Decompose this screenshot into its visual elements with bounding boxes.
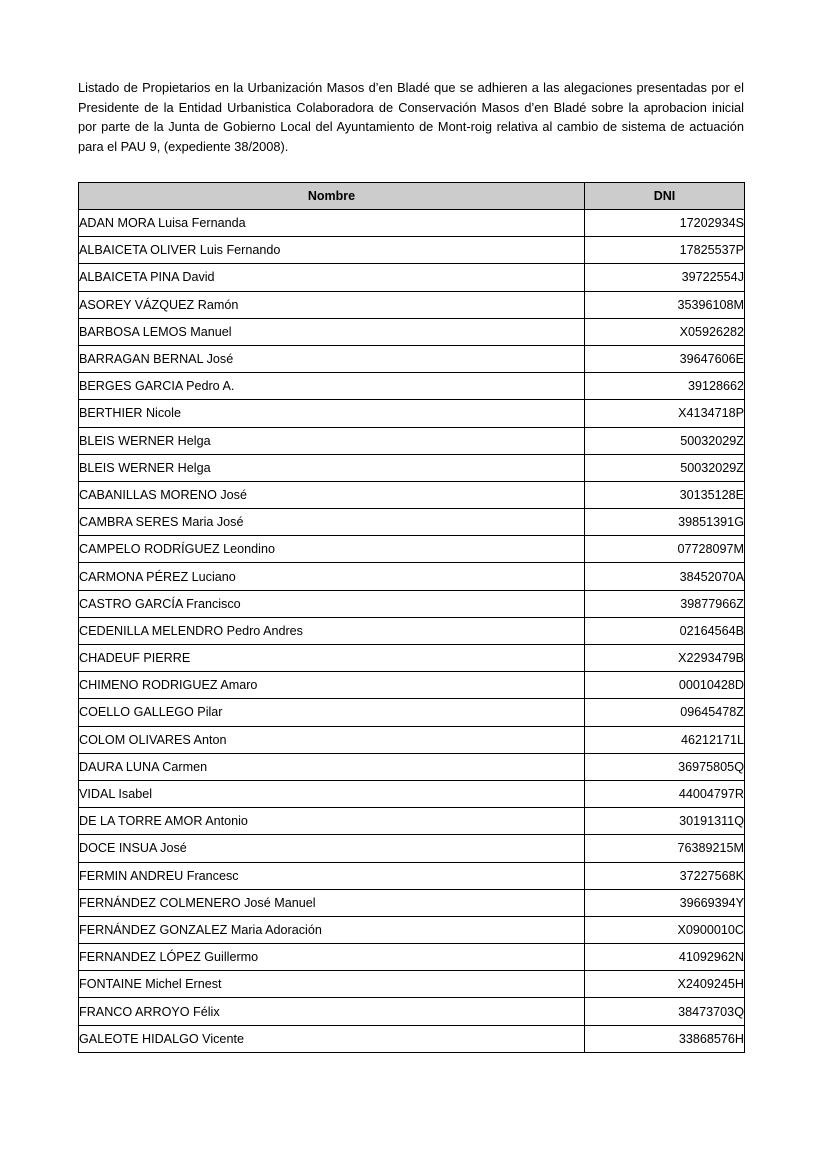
- cell-dni: X05926282: [585, 318, 745, 345]
- cell-dni: 38473703Q: [585, 998, 745, 1025]
- cell-dni: 17202934S: [585, 210, 745, 237]
- cell-nombre: CHADEUF PIERRE: [79, 645, 585, 672]
- table-row: [79, 998, 745, 1025]
- intro-paragraph: Listado de Propietarios en la Urbanización Masos d’en Bladé que se adhieren a las alegaciones presentadas por el Presidente de la Entidad Urbanistica Colaboradora de Conservación Masos d’en Bladé sobre la aprobacion inicial por parte de la Junta de Gobierno Local del Ayuntamiento de Mont-roig relativa al cambio de sistema de actuación para el PAU 9, (expediente 38/2008).: [78, 80, 744, 154]
- cell-nombre: COELLO GALLEGO Pilar: [79, 699, 585, 726]
- table-row: [79, 345, 745, 372]
- column-header-nombre: Nombre: [79, 183, 585, 210]
- cell-dni: 36975805Q: [585, 753, 745, 780]
- cell-nombre: DOCE INSUA José: [79, 835, 585, 862]
- cell-dni: 17825537P: [585, 237, 745, 264]
- cell-dni: 38452070A: [585, 563, 745, 590]
- cell-dni: 39877966Z: [585, 590, 745, 617]
- table-row: [79, 237, 745, 264]
- table-row: [79, 971, 745, 998]
- cell-dni: 50032029Z: [585, 427, 745, 454]
- table-row: [79, 481, 745, 508]
- cell-nombre: DE LA TORRE AMOR Antonio: [79, 808, 585, 835]
- table-row: [79, 264, 745, 291]
- cell-nombre: BERGES GARCIA Pedro A.: [79, 373, 585, 400]
- table-row: [79, 780, 745, 807]
- cell-dni: 39647606E: [585, 345, 745, 372]
- cell-nombre: FERNÁNDEZ GONZALEZ Maria Adoración: [79, 916, 585, 943]
- cell-nombre: ADAN MORA Luisa Fernanda: [79, 210, 585, 237]
- cell-dni: X2293479B: [585, 645, 745, 672]
- table-row: [79, 536, 745, 563]
- table-row: [79, 753, 745, 780]
- table-row: [79, 563, 745, 590]
- cell-nombre: GALEOTE HIDALGO Vicente: [79, 1025, 585, 1052]
- cell-nombre: FERMIN ANDREU Francesc: [79, 862, 585, 889]
- cell-dni: X0900010C: [585, 916, 745, 943]
- cell-nombre: ALBAICETA OLIVER Luis Fernando: [79, 237, 585, 264]
- cell-nombre: BARRAGAN BERNAL José: [79, 345, 585, 372]
- table-row: [79, 427, 745, 454]
- cell-dni: 37227568K: [585, 862, 745, 889]
- cell-nombre: ASOREY VÁZQUEZ Ramón: [79, 291, 585, 318]
- table-row: [79, 617, 745, 644]
- table-row: [79, 944, 745, 971]
- cell-nombre: FERNÁNDEZ COLMENERO José Manuel: [79, 889, 585, 916]
- table-row: [79, 509, 745, 536]
- cell-nombre: BERTHIER Nicole: [79, 400, 585, 427]
- cell-dni: 44004797R: [585, 780, 745, 807]
- table-row: [79, 808, 745, 835]
- cell-nombre: BLEIS WERNER Helga: [79, 454, 585, 481]
- document-content: [78, 78, 744, 1053]
- cell-dni: 39128662: [585, 373, 745, 400]
- cell-nombre: FERNANDEZ LÓPEZ Guillermo: [79, 944, 585, 971]
- cell-dni: 35396108M: [585, 291, 745, 318]
- table-row: [79, 1025, 745, 1052]
- cell-nombre: BARBOSA LEMOS Manuel: [79, 318, 585, 345]
- cell-dni: 09645478Z: [585, 699, 745, 726]
- cell-nombre: DAURA LUNA Carmen: [79, 753, 585, 780]
- table-row: [79, 835, 745, 862]
- cell-nombre: BLEIS WERNER Helga: [79, 427, 585, 454]
- cell-nombre: CAMPELO RODRÍGUEZ Leondino: [79, 536, 585, 563]
- table-row: [79, 672, 745, 699]
- cell-dni: X2409245H: [585, 971, 745, 998]
- table-row: [79, 862, 745, 889]
- owners-table: [78, 182, 745, 1053]
- table-row: [79, 699, 745, 726]
- table-row: [79, 590, 745, 617]
- cell-dni: 30135128E: [585, 481, 745, 508]
- table-row: [79, 400, 745, 427]
- cell-nombre: CARMONA PÉREZ Luciano: [79, 563, 585, 590]
- table-row: [79, 210, 745, 237]
- table-row: [79, 454, 745, 481]
- cell-dni: 00010428D: [585, 672, 745, 699]
- cell-nombre: VIDAL Isabel: [79, 780, 585, 807]
- cell-nombre: COLOM OLIVARES Anton: [79, 726, 585, 753]
- cell-nombre: ALBAICETA PINA David: [79, 264, 585, 291]
- cell-dni: 02164564B: [585, 617, 745, 644]
- cell-dni: 30191311Q: [585, 808, 745, 835]
- cell-dni: 33868576H: [585, 1025, 745, 1052]
- column-header-dni: DNI: [585, 183, 745, 210]
- table-row: [79, 645, 745, 672]
- cell-dni: 76389215M: [585, 835, 745, 862]
- cell-dni: 39722554J: [585, 264, 745, 291]
- cell-dni: 07728097M: [585, 536, 745, 563]
- table-header: [79, 183, 745, 210]
- cell-dni: 46212171L: [585, 726, 745, 753]
- cell-nombre: CEDENILLA MELENDRO Pedro Andres: [79, 617, 585, 644]
- table-row: [79, 291, 745, 318]
- cell-dni: 41092962N: [585, 944, 745, 971]
- cell-nombre: CASTRO GARCÍA Francisco: [79, 590, 585, 617]
- cell-dni: 39669394Y: [585, 889, 745, 916]
- table-header-row: [79, 183, 745, 210]
- table-row: [79, 916, 745, 943]
- cell-nombre: CAMBRA SERES Maria José: [79, 509, 585, 536]
- cell-nombre: CABANILLAS MORENO José: [79, 481, 585, 508]
- table-row: [79, 318, 745, 345]
- cell-dni: X4134718P: [585, 400, 745, 427]
- cell-dni: 50032029Z: [585, 454, 745, 481]
- table-row: [79, 889, 745, 916]
- table-body: [79, 210, 745, 1053]
- cell-nombre: FRANCO ARROYO Félix: [79, 998, 585, 1025]
- table-row: [79, 373, 745, 400]
- table-row: [79, 726, 745, 753]
- cell-nombre: FONTAINE Michel Ernest: [79, 971, 585, 998]
- cell-dni: 39851391G: [585, 509, 745, 536]
- cell-nombre: CHIMENO RODRIGUEZ Amaro: [79, 672, 585, 699]
